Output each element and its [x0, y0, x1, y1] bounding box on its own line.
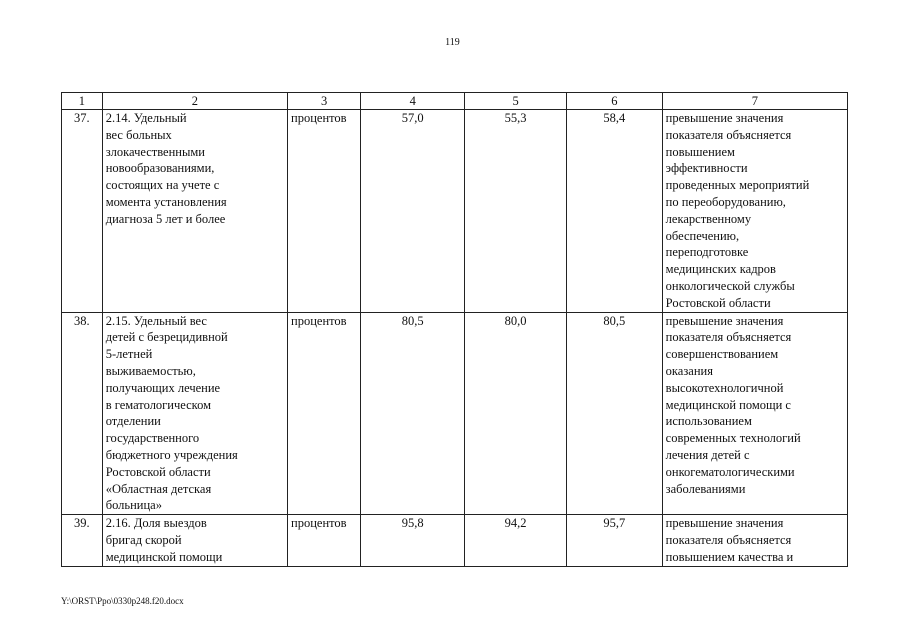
indicator-name-line: больница» [105, 498, 162, 513]
explanation [662, 110, 847, 313]
indicator-name-line: в гематологическом [105, 397, 212, 412]
indicator-name-line: «Областная детская [105, 481, 212, 496]
indicator-name-line: выживаемостью, [105, 363, 196, 378]
indicator-name [102, 110, 287, 313]
explanation-line: медицинской помощи с [665, 397, 791, 412]
table-header-row [62, 93, 848, 110]
explanation-line: онкологической службы [665, 278, 795, 293]
indicator-name-line: злокачественными [105, 144, 205, 159]
explanation-line: высокотехнологичной [665, 380, 784, 395]
explanation [662, 312, 847, 515]
table-row [62, 312, 848, 515]
explanation-line: медицинских кадров [665, 262, 776, 277]
value-cell-col4: 95,8 [361, 515, 465, 566]
indicator-name-line: 5-летней [105, 347, 153, 362]
explanation-line: Ростовской области [665, 295, 771, 310]
indicator-name-line: 2.16. Доля выездов [105, 516, 207, 531]
indicator-name-line: Ростовской области [105, 464, 211, 479]
explanation-line: превышение значения [665, 313, 784, 328]
indicator-name-line: момента установления [105, 194, 227, 209]
unit-cell: процентов [288, 110, 361, 313]
explanation-line: онкогематологическими [665, 464, 795, 479]
indicator-name-line: отделении [105, 414, 161, 429]
explanation-line: использованием [665, 414, 752, 429]
value-cell-col6: 58,4 [566, 110, 662, 313]
explanation [662, 515, 847, 566]
table-row [62, 110, 848, 313]
page-number: 119 [445, 37, 460, 48]
footer-file-path: Y:\ORST\Ppo\0330p248.f20.docx [61, 596, 184, 606]
column-header: 4 [361, 93, 465, 110]
explanation-line: оказания [665, 363, 713, 378]
explanation-line: совершенствованием [665, 347, 779, 362]
indicator-name-line: состоящих на учете с [105, 178, 220, 193]
explanation-line: по переоборудованию, [665, 194, 786, 209]
indicator-name-line: медицинской помощи [105, 549, 223, 564]
explanation-line: превышение значения [665, 111, 784, 125]
explanation-line: переподготовке [665, 245, 749, 260]
row-number: 37. [62, 110, 103, 313]
row-number: 38. [62, 312, 103, 515]
value-cell-col5: 94,2 [465, 515, 567, 566]
data-table [61, 92, 848, 567]
column-header: 6 [566, 93, 662, 110]
indicator-name-line: 2.14. Удельный [105, 111, 187, 125]
value-cell-col5: 80,0 [465, 312, 567, 515]
indicator-name-line: диагноза 5 лет и более [105, 211, 226, 226]
indicator-name-line: 2.15. Удельный вес [105, 313, 207, 328]
indicator-name-line: бригад скорой [105, 532, 182, 547]
unit-cell: процентов [288, 515, 361, 566]
indicator-name-line: вес больных [105, 127, 172, 142]
indicator-name-line: детей с безрецидивной [105, 330, 228, 345]
explanation-line: превышение значения [665, 516, 784, 531]
explanation-line: современных технологий [665, 431, 801, 446]
indicator-name [102, 515, 287, 566]
value-cell-col6: 80,5 [566, 312, 662, 515]
explanation-line: повышением [665, 144, 735, 159]
indicator-name [102, 312, 287, 515]
indicator-name-line: бюджетного учреждения [105, 447, 238, 462]
explanation-line: показателя объясняется [665, 330, 792, 345]
indicator-name-line: новообразованиями, [105, 161, 215, 176]
explanation-line: показателя объясняется [665, 127, 792, 142]
column-header: 3 [288, 93, 361, 110]
explanation-line: заболеваниями [665, 481, 746, 496]
unit-cell: процентов [288, 312, 361, 515]
column-header: 5 [465, 93, 567, 110]
table-row [62, 515, 848, 566]
value-cell-col6: 95,7 [566, 515, 662, 566]
column-header: 7 [662, 93, 847, 110]
explanation-line: проведенных мероприятий [665, 178, 810, 193]
indicator-name-line: государственного [105, 431, 200, 446]
explanation-line: эффективности [665, 161, 748, 176]
value-cell-col5: 55,3 [465, 110, 567, 313]
explanation-line: показателя объясняется [665, 532, 792, 547]
explanation-line: обеспечению, [665, 228, 740, 243]
value-cell-col4: 80,5 [361, 312, 465, 515]
indicator-name-line: получающих лечение [105, 380, 221, 395]
explanation-line: повышением качества и [665, 549, 794, 564]
row-number: 39. [62, 515, 103, 566]
explanation-line: лечения детей с [665, 447, 750, 462]
value-cell-col4: 57,0 [361, 110, 465, 313]
column-header: 1 [62, 93, 103, 110]
column-header: 2 [102, 93, 287, 110]
explanation-line: лекарственному [665, 211, 752, 226]
